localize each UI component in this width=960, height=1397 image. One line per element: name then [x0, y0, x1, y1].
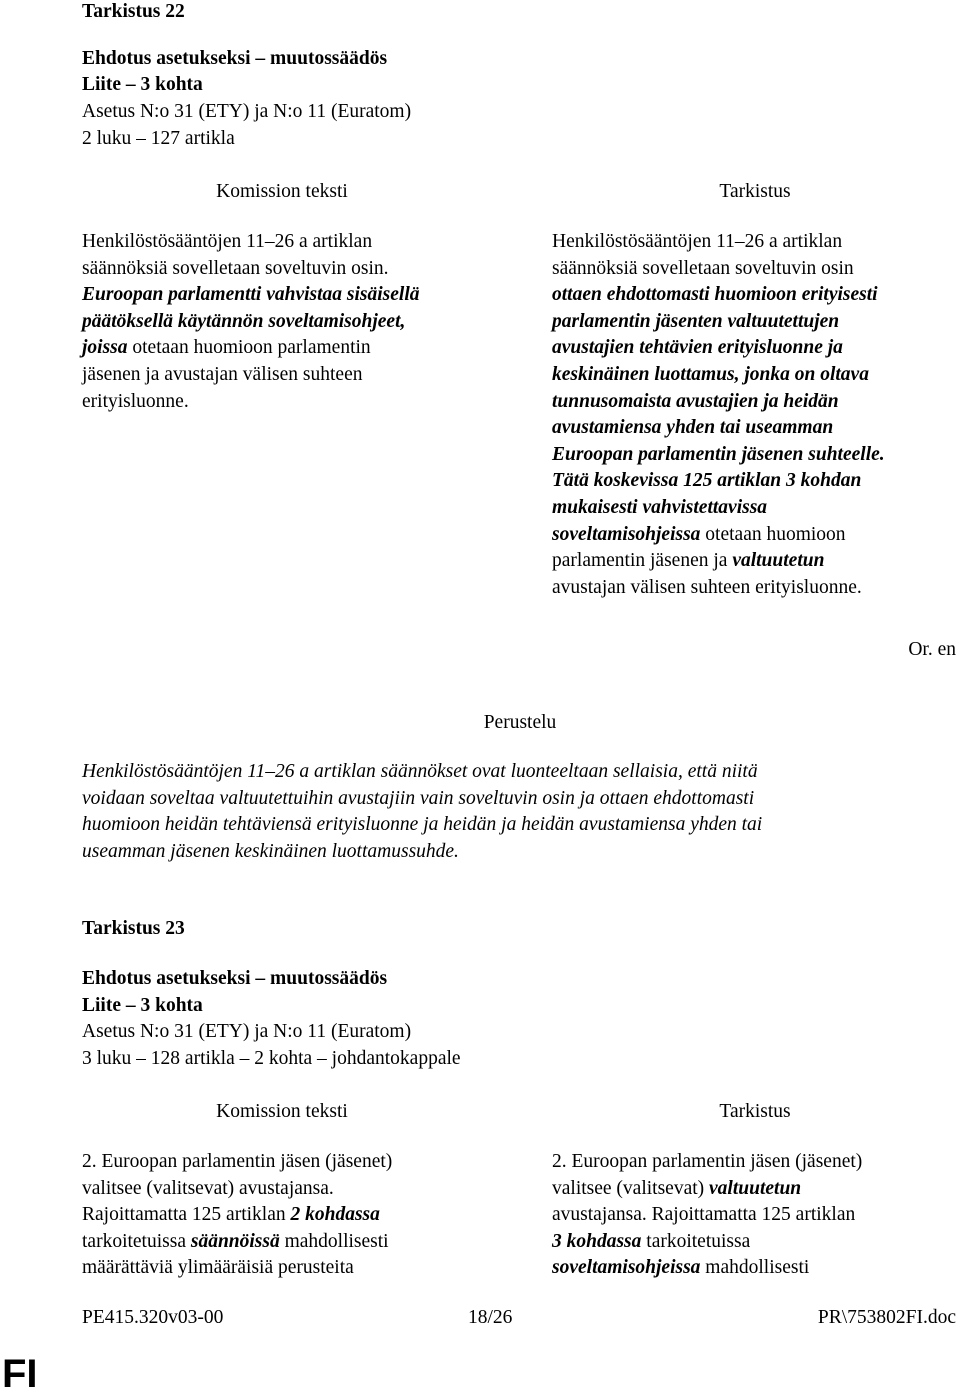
amendment-text-line: [552, 495, 932, 522]
commission-text-line: [82, 335, 462, 362]
text-run: mahdollisesti: [700, 1257, 810, 1279]
text-run: Henkilöstösääntöjen 11–26 a artiklan: [552, 231, 843, 252]
justification-line: huomioon heidän tehtäviensä erityisluonne ja heidän ja heidän avustamiensa yhden tai: [82, 814, 763, 836]
amendment-text-line: [552, 256, 932, 283]
amendment-text-line: [552, 442, 932, 469]
amended-text-run: 2 kohdassa: [290, 1204, 380, 1226]
amendment-text-line: [552, 1149, 932, 1176]
amendment-text-line: [552, 1176, 932, 1203]
justification-line: voidaan soveltaa valtuutettuihin avustajiin vain soveltuvin osin ja ottaen ehdottomasti: [82, 787, 755, 809]
commission-text-line: [82, 389, 462, 416]
amended-text-run: keskinäinen luottamus, jonka on oltava: [552, 363, 869, 385]
amendment-text-line: [552, 575, 932, 602]
amendment-text-line: [552, 282, 932, 309]
amendment-22-left-heading: Komission teksti: [216, 181, 348, 202]
footer-file-name: PR\753802FI.doc: [817, 1307, 956, 1328]
commission-text-line: [82, 1229, 462, 1256]
amended-text-run: päätöksellä käytännön soveltamisohjeet,: [82, 310, 406, 332]
amended-text-run: Euroopan parlamentti vahvistaa sisäisellä: [82, 284, 420, 306]
amendment-22-annex: Liite – 3 kohta: [82, 74, 203, 95]
footer-language-code: FI: [2, 1352, 38, 1396]
text-run: 2. Euroopan parlamentin jäsen (jäsenet): [552, 1151, 863, 1172]
text-run: Rajoittamatta 125 artiklan: [82, 1204, 291, 1226]
commission-text-line: [82, 309, 462, 336]
amendment-23-location: 3 luku – 128 artikla – 2 kohta – johdantokappale: [82, 1048, 461, 1069]
amendment-text-line: [552, 1255, 932, 1282]
amended-text-run: parlamentin jäsenten valtuutettujen: [552, 310, 840, 332]
text-run: erityisluonne.: [82, 390, 189, 412]
amendment-text-line: [552, 1229, 932, 1256]
amendment-text-line: [552, 415, 932, 442]
commission-text-line: [82, 1255, 462, 1282]
amendment-22-title: Tarkistus 22: [82, 1, 185, 22]
text-run: 2. Euroopan parlamentin jäsen (jäsenet): [82, 1151, 393, 1172]
commission-text-line: [82, 1149, 462, 1176]
amendment-text-line: [552, 362, 932, 389]
text-run: otetaan huomioon parlamentin: [127, 337, 371, 359]
commission-text-line: [82, 256, 462, 283]
amendment-23-amendment-text: [552, 1149, 932, 1282]
amended-text-run: säännöissä: [190, 1230, 280, 1252]
amended-text-run: avustajien tehtävien erityisluonne ja: [552, 337, 843, 359]
amendment-text-line: [552, 389, 932, 416]
text-run: säännöksiä sovelletaan soveltuvin osin: [552, 257, 854, 279]
amendment-23-commission-text: [82, 1149, 462, 1282]
amendment-23-regulation: Asetus N:o 31 (ETY) ja N:o 11 (Euratom): [82, 1021, 412, 1042]
justification-line: useamman jäsenen keskinäinen luottamussuhde.: [82, 840, 459, 862]
amendment-23-title: Tarkistus 23: [82, 918, 185, 939]
amended-text-run: joissa: [82, 337, 128, 359]
text-run: tarkoitetuissa: [641, 1230, 751, 1252]
text-run: säännöksiä sovelletaan soveltuvin osin.: [82, 257, 389, 279]
footer-page-number: 18/26: [468, 1307, 513, 1328]
amended-text-run: valtuutetun: [732, 550, 825, 572]
text-run: jäsenen ja avustajan välisen suhteen: [82, 363, 363, 385]
amended-text-run: tunnusomaista avustajien ja heidän: [552, 390, 839, 412]
text-run: avustajan välisen suhteen erityisluonne.: [552, 576, 862, 598]
text-run: valitsee (valitsevat): [552, 1177, 710, 1199]
amended-text-run: Euroopan parlamentin jäsenen suhteelle.: [552, 443, 885, 465]
amendment-22-amendment-text: [552, 229, 932, 601]
commission-text-line: [82, 282, 462, 309]
commission-text-line: [82, 229, 462, 256]
footer-doc-ref: PE415.320v03-00: [82, 1307, 224, 1328]
amendment-text-line: [552, 522, 932, 549]
amendment-text-line: [552, 468, 932, 495]
amendment-23-right-heading: Tarkistus: [719, 1101, 791, 1122]
amendment-22-commission-text: [82, 229, 462, 415]
amended-text-run: ottaen ehdottomasti huomioon erityisesti: [552, 284, 878, 306]
text-run: valitsee (valitsevat) avustajansa.: [82, 1177, 334, 1199]
amendment-text-line: [552, 229, 932, 256]
amended-text-run: soveltamisohjeissa: [552, 523, 701, 545]
text-run: määrättäviä ylimääräisiä perusteita: [82, 1257, 354, 1279]
text-run: tarkoitetuissa: [82, 1230, 191, 1252]
original-language: Or. en: [908, 639, 956, 660]
amended-text-run: valtuutetun: [709, 1177, 802, 1199]
commission-text-line: [82, 1176, 462, 1203]
text-run: Henkilöstösääntöjen 11–26 a artiklan: [82, 231, 373, 252]
amendment-23-annex: Liite – 3 kohta: [82, 995, 203, 1016]
amendment-text-line: [552, 335, 932, 362]
amendment-22-right-heading: Tarkistus: [719, 181, 791, 202]
amendment-22-location: 2 luku – 127 artikla: [82, 128, 235, 149]
text-run: avustajansa. Rajoittamatta 125 artiklan: [552, 1204, 856, 1226]
amended-text-run: 3 kohdassa: [552, 1230, 642, 1252]
amendment-23-left-heading: Komission teksti: [216, 1101, 348, 1122]
text-run: otetaan huomioon: [700, 523, 846, 545]
text-run: parlamentin jäsenen ja: [552, 550, 733, 572]
commission-text-line: [82, 362, 462, 389]
amended-text-run: Tätä koskevissa 125 artiklan 3 kohdan: [552, 470, 862, 492]
amendment-23-proposal: Ehdotus asetukseksi – muutossäädös: [82, 968, 388, 989]
amendment-text-line: [552, 548, 932, 575]
commission-text-line: [82, 1202, 462, 1229]
justification-text: [82, 759, 942, 865]
amended-text-run: avustamiensa yhden tai useamman: [552, 417, 834, 439]
amendment-text-line: [552, 309, 932, 336]
amendment-text-line: [552, 1202, 932, 1229]
amendment-22-proposal: Ehdotus asetukseksi – muutossäädös: [82, 48, 388, 69]
justification-heading: Perustelu: [483, 712, 557, 733]
amendment-22-regulation: Asetus N:o 31 (ETY) ja N:o 11 (Euratom): [82, 101, 412, 122]
text-run: mahdollisesti: [279, 1230, 389, 1252]
amended-text-run: mukaisesti vahvistettavissa: [552, 496, 768, 518]
justification-line: Henkilöstösääntöjen 11–26 a artiklan säännökset ovat luonteeltaan sellaisia, että niitä: [82, 761, 758, 782]
amended-text-run: soveltamisohjeissa: [552, 1257, 701, 1279]
